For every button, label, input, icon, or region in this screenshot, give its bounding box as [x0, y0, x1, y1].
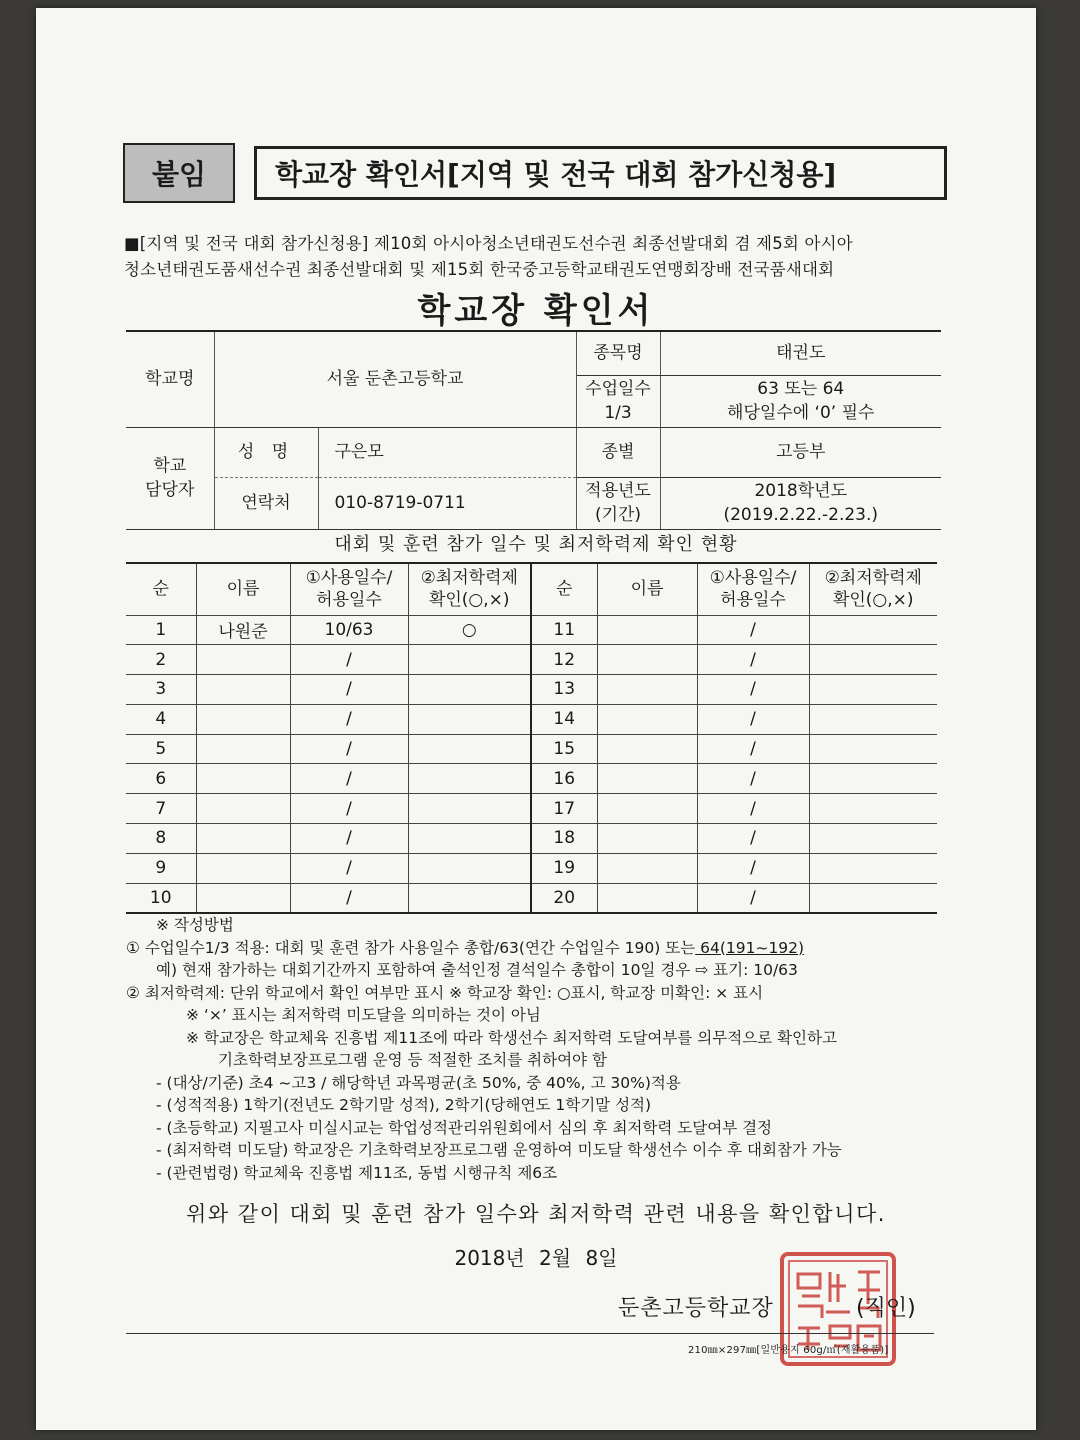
intro-line-1: ■[지역 및 전국 대회 참가신청용] 제10회 아시아청소년태권도선수권 최종선발대회 겸 제5회 아시아	[124, 234, 853, 253]
row-min	[408, 853, 531, 883]
row-no: 1	[126, 615, 196, 645]
header-min-right	[809, 563, 937, 615]
table-row	[126, 675, 937, 705]
row-min	[408, 675, 531, 705]
row-days-right: /	[697, 615, 809, 645]
document-page	[36, 8, 1036, 1430]
row-days: /	[290, 704, 408, 734]
days-value-line-2: 해당일수에 ‘0’ 필수	[727, 403, 875, 423]
row-no-right: 16	[531, 764, 597, 794]
row-days: /	[290, 734, 408, 764]
confirmation-statement: 위와 같이 대회 및 훈련 참가 일수와 최저학력 관련 내용을 확인합니다.	[186, 1202, 886, 1226]
row-days-right: /	[697, 794, 809, 824]
row-no-right: 18	[531, 824, 597, 854]
row-name-right	[597, 675, 697, 705]
header-min	[408, 563, 531, 615]
row-days: /	[290, 675, 408, 705]
table-row	[126, 645, 937, 675]
info-table	[126, 330, 941, 530]
division-value: 고등부	[660, 427, 941, 477]
header-no: 순	[126, 563, 196, 615]
row-no: 6	[126, 764, 196, 794]
table-row	[126, 853, 937, 883]
detail-2: - (성적적용) 1학기(전년도 2학기말 성적), 2학기(당해연도 1학기말 성적)	[156, 1096, 652, 1114]
row-days: /	[290, 853, 408, 883]
row-no: 9	[126, 853, 196, 883]
notes-heading: ※ 작성방법	[156, 916, 234, 934]
table-row	[126, 615, 937, 645]
header-min-right-line-1: ②최저학력제	[824, 568, 922, 589]
header-days-right-line-2: 허용일수	[720, 590, 786, 611]
note-1-example: 예) 현재 참가하는 대회기간까지 포함하여 출석인정 결석일수 총합이 10일 경우 ⇨ 표기: 10/63	[156, 961, 798, 979]
participants-table	[126, 562, 937, 914]
paper-spec-footer: 210㎜×297㎜[일반용지 60g/㎡(재활용품)]	[688, 1345, 889, 1356]
row-days-right: /	[697, 824, 809, 854]
header-name-right: 이름	[597, 563, 697, 615]
row-name	[196, 734, 290, 764]
header-days-line-1: ①사용일수/	[305, 568, 393, 589]
row-min	[408, 704, 531, 734]
row-days-right: /	[697, 764, 809, 794]
row-min-right	[809, 764, 937, 794]
attachment-badge: 붙임	[123, 143, 235, 203]
header-min-right-line-2: 확인(○,×)	[832, 590, 914, 611]
year-value	[660, 477, 941, 529]
row-no-right: 11	[531, 615, 597, 645]
row-name-right	[597, 824, 697, 854]
intro-line-2: 청소년태권도품새선수권 최종선발대회 및 제15회 한국중고등학교태권도연맹회장배 전국품새대회	[124, 260, 835, 279]
notes-section	[126, 914, 946, 1184]
row-name	[196, 824, 290, 854]
row-no-right: 14	[531, 704, 597, 734]
year-label-line-2: (기간)	[594, 505, 642, 525]
row-min-right	[809, 734, 937, 764]
row-days: /	[290, 824, 408, 854]
table-row	[126, 704, 937, 734]
manager-label	[126, 427, 214, 529]
row-no-right: 20	[531, 883, 597, 913]
row-min-right	[809, 645, 937, 675]
note-1-text: ① 수업일수1/3 적용: 대회 및 훈련 참가 사용일수 총합/63(연간 수업일수 190) 또는	[126, 938, 696, 957]
days-label	[576, 375, 660, 427]
table-row	[126, 883, 937, 913]
row-name	[196, 704, 290, 734]
header-min-line-2: 확인(○,×)	[428, 590, 510, 611]
detail-3: - (초등학교) 지필고사 미실시교는 학업성적관리위원회에서 심의 후 최저학력 도달여부 결정	[156, 1118, 773, 1137]
event-value: 태권도	[660, 331, 941, 375]
row-min-right	[809, 883, 937, 913]
header-days-line-2: 허용일수	[316, 590, 382, 611]
header-no-right: 순	[531, 563, 597, 615]
row-days-right: /	[697, 734, 809, 764]
row-name-right	[597, 764, 697, 794]
row-days: /	[290, 645, 408, 675]
row-days-right: /	[697, 704, 809, 734]
table-row	[126, 734, 937, 764]
row-no: 5	[126, 734, 196, 764]
footer-divider	[126, 1333, 934, 1334]
manager-label-line-2: 담당자	[145, 480, 195, 500]
row-min-right	[809, 704, 937, 734]
event-label: 종목명	[576, 331, 660, 375]
row-no-right: 19	[531, 853, 597, 883]
row-days: /	[290, 764, 408, 794]
row-days: /	[290, 794, 408, 824]
year-value-line-2: (2019.2.22.-2.23.)	[723, 505, 879, 525]
row-name-right	[597, 794, 697, 824]
detail-5: - (관련법령) 학교체육 진흥법 제11조, 동법 시행규칙 제6조	[156, 1163, 558, 1182]
row-days-right: /	[697, 853, 809, 883]
note-2b-2: 기초학력보장프로그램 운영 등 적절한 조치를 취하여야 함	[218, 1051, 607, 1069]
name-value: 구은모	[318, 427, 576, 477]
row-name	[196, 764, 290, 794]
row-no-right: 15	[531, 734, 597, 764]
row-min: ○	[408, 615, 531, 645]
division-label: 종별	[576, 427, 660, 477]
issue-date: 2018년 2월 8일	[454, 1246, 618, 1270]
row-min	[408, 734, 531, 764]
row-min-right	[809, 615, 937, 645]
year-label	[576, 477, 660, 529]
header-days-right-line-1: ①사용일수/	[709, 568, 797, 589]
year-label-line-1: 적용년도	[585, 481, 651, 501]
row-min-right	[809, 794, 937, 824]
row-name	[196, 794, 290, 824]
row-no: 8	[126, 824, 196, 854]
header-title: 학교장 확인서[지역 및 전국 대회 참가신청용]	[254, 146, 947, 200]
days-label-line-1: 수업일수	[585, 379, 651, 399]
row-name: 나원준	[196, 615, 290, 645]
row-name-right	[597, 645, 697, 675]
detail-4: - (최저학력 미도달) 학교장은 기초학력보장프로그램 운영하여 미도달 학생선수 이수 후 대회참가 가능	[156, 1141, 842, 1159]
row-name-right	[597, 734, 697, 764]
row-min-right	[809, 853, 937, 883]
row-no: 3	[126, 675, 196, 705]
note-1-underlined: 64(191~192)	[695, 938, 805, 957]
contact-label: 연락처	[214, 477, 318, 529]
row-min	[408, 883, 531, 913]
days-value-line-1: 63 또는 64	[757, 379, 845, 399]
note-1	[126, 937, 946, 960]
row-days: 10/63	[290, 615, 408, 645]
contact-value: 010-8719-0711	[318, 477, 576, 529]
school-label: 학교명	[126, 331, 214, 427]
intro-text	[124, 231, 954, 283]
name-label: 성 명	[214, 427, 318, 477]
table-row	[126, 794, 937, 824]
school-value: 서울 둔촌고등학교	[214, 331, 576, 427]
row-no: 7	[126, 794, 196, 824]
row-name	[196, 675, 290, 705]
days-label-line-2: 1/3	[604, 403, 632, 423]
principal-signature: 둔촌고등학교장	[618, 1296, 774, 1321]
header-days-right	[697, 563, 809, 615]
row-name-right	[597, 704, 697, 734]
row-name	[196, 883, 290, 913]
row-days-right: /	[697, 675, 809, 705]
detail-1: - (대상/기준) 초4 ~고3 / 해당학년 과목평균(초 50%, 중 40%, 고 30%)적용	[156, 1073, 681, 1092]
row-name-right	[597, 853, 697, 883]
header-days	[290, 563, 408, 615]
row-days: /	[290, 883, 408, 913]
row-name	[196, 645, 290, 675]
row-no: 2	[126, 645, 196, 675]
header-name: 이름	[196, 563, 290, 615]
year-value-line-1: 2018학년도	[754, 481, 848, 501]
manager-label-line-1: 학교	[153, 456, 187, 476]
seal-note: (직인)	[856, 1296, 916, 1321]
row-name-right	[597, 883, 697, 913]
row-min-right	[809, 675, 937, 705]
row-no: 4	[126, 704, 196, 734]
row-min	[408, 645, 531, 675]
row-days-right: /	[697, 645, 809, 675]
row-min	[408, 794, 531, 824]
table-row	[126, 824, 937, 854]
row-min	[408, 824, 531, 854]
row-name-right	[597, 615, 697, 645]
row-no-right: 13	[531, 675, 597, 705]
note-2a: ※ ‘×’ 표시는 최저학력 미도달을 의미하는 것이 아님	[186, 1006, 541, 1024]
row-min	[408, 764, 531, 794]
document-title: 학교장 확인서	[417, 291, 655, 331]
table-subtitle: 대회 및 훈련 참가 일수 및 최저학력제 확인 현황	[334, 534, 738, 555]
row-min-right	[809, 824, 937, 854]
note-2: ② 최저학력제: 단위 학교에서 확인 여부만 표시 ※ 학교장 확인: ○표시, 학교장 미확인: × 표시	[126, 983, 764, 1002]
row-name	[196, 853, 290, 883]
days-value	[660, 375, 941, 427]
table-row	[126, 764, 937, 794]
row-no-right: 12	[531, 645, 597, 675]
row-no: 10	[126, 883, 196, 913]
header-min-line-1: ②최저학력제	[420, 568, 518, 589]
row-no-right: 17	[531, 794, 597, 824]
note-2b-1: ※ 학교장은 학교체육 진흥법 제11조에 따라 학생선수 최저학력 도달여부를 의무적으로 확인하고	[186, 1028, 837, 1047]
row-days-right: /	[697, 883, 809, 913]
